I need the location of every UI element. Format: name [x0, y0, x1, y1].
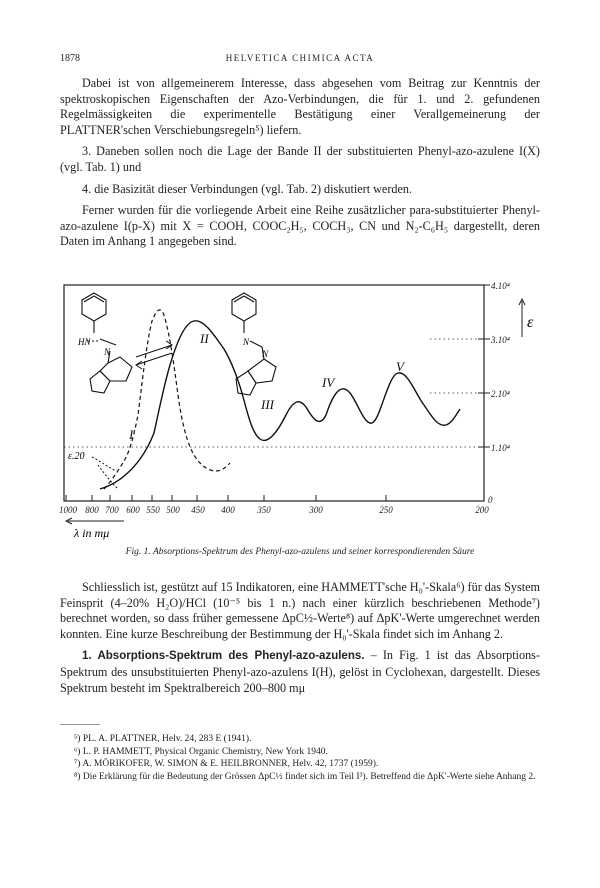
x-axis-ticks: [66, 495, 484, 501]
footnotes: [60, 724, 540, 783]
body-paragraph-2: [60, 648, 540, 696]
section-text: – In Fig. 1 ist das Absorptions-Spektrum des unsubstituierten Phenyl-azo-azulens I(H), gelöst in Cyclohexan, dargestellt. Dieses Spektrum besteht im Spektralbereich 200–800 mμ: [60, 648, 540, 695]
page-header: [0, 50, 600, 68]
molecule-label: HN: [78, 337, 91, 347]
molecule-base-form: [232, 293, 276, 395]
section-title: 1. Absorptions-Spektrum des Phenyl-azo-azulens.: [82, 650, 365, 663]
x-tick-label: 1000: [59, 505, 77, 515]
footnote: ⁵) PL. A. PLATTNER, Helv. 24, 283 E (1941).: [74, 734, 252, 744]
x-tick-label: 550: [146, 505, 160, 515]
y-tick-label: 3.10⁴: [491, 335, 510, 345]
absorption-spectrum-plot: [0, 275, 600, 565]
band-label: V: [396, 359, 404, 374]
x-tick-label: 500: [166, 505, 180, 515]
x-tick-label: 700: [105, 505, 119, 515]
band-label: I: [129, 427, 134, 442]
molecule-label: N: [262, 349, 269, 359]
body-section: [60, 580, 540, 696]
y-tick-label: 1.10⁴: [491, 443, 510, 453]
journal-title: HELVETICA CHIMICA ACTA: [225, 53, 375, 63]
intro-paragraph-4: Ferner wurden für die vorliegende Arbeit eine Reihe zusätzlicher para-substituierter Phenyl-azo-azulene I(p-X) mit X = COOH, COOC₂H₅, COCH₃, CN und N₂-C₆H₅ dargestellt, deren Daten im Anhang 1 angegeben sind.: [60, 203, 540, 249]
band-label: IV: [322, 375, 335, 390]
spectrum-curve-base: [100, 321, 460, 489]
intro-paragraph-2: 3. Daneben sollen noch die Lage der Bande II der substituierten Phenyl-azo-azulene I(X) (vgl. Tab. 1) und: [60, 144, 540, 174]
page-number: 1878: [60, 53, 80, 64]
molecule-label: N: [243, 337, 250, 347]
y-tick-label: 0: [488, 495, 493, 505]
intro-section: [60, 76, 540, 250]
band-label: II: [200, 331, 209, 346]
y-tick-label: 4.10⁴: [491, 281, 510, 291]
intro-paragraph-3: 4. die Basizität dieser Verbindungen (vgl. Tab. 2) diskutiert werden.: [82, 181, 413, 196]
epsilon-symbol: ε: [527, 314, 534, 331]
molecule-label: N: [104, 347, 111, 357]
spectrum-curve-acid: [104, 310, 230, 489]
x-tick-label: 400: [221, 505, 235, 515]
body-paragraph-1: Schliesslich ist, gestützt auf 15 Indikatoren, eine HAMMETT'sche H₀'-Skala⁶) für das System Feinsprit (4–20% H₂O)/HCl (10⁻⁵ bis 1 n.) nach einer kürzlich beschriebenen Methode⁷) berechnet worden, so dass früher gemessene ΔpC½-Werte⁸) auf ΔpK'-Werte umgerechnet werden konnten. Eine kurze Beschreibung der Bestimmung der H₀'-Skala findet sich im Anhang 2.: [60, 580, 540, 641]
footnote: ⁶) L. P. HAMMETT, Physical Organic Chemistry, New York 1940.: [74, 746, 328, 757]
x-tick-label: 250: [379, 505, 393, 515]
x-tick-label: 600: [126, 505, 140, 515]
x-tick-label: 450: [191, 505, 205, 515]
x-tick-label: 800: [85, 505, 99, 515]
x-tick-label: 200: [475, 505, 489, 515]
x-axis-label: λ in mμ: [74, 526, 110, 540]
intro-paragraph-1: Dabei ist von allgemeinerem Interesse, dass abgesehen vom Beitrag zur Kenntnis der spektroskopischen Eigenschaften der Azo-Verbindungen, die für 1. und 2. gefundenen Regelmässigkeiten die experimentelle Bestätigung einer Verallgemeinerung der PLATTNER'schen Verschiebungsregeln⁵) liefern.: [60, 76, 540, 137]
y-tick-label: 2.10⁴: [491, 389, 510, 399]
plot-frame: [64, 285, 484, 501]
scale-label: ε.20: [68, 451, 85, 462]
x-tick-label: 350: [257, 505, 271, 515]
figure-1: [0, 275, 600, 565]
band-label: III: [261, 397, 274, 412]
figure-caption: Fig. 1. Absorptions-Spektrum des Phenyl-azo-azulens und seiner korrespondierenden Säure: [125, 547, 475, 557]
x-tick-label: 300: [309, 505, 323, 515]
footnote: ⁸) Die Erklärung für die Bedeutung der Grössen ΔpC½ findet sich im Teil I³). Betreffend die ΔpK'-Werte siehe Anhang 2.: [74, 771, 536, 782]
footnote: ⁷) A. MÖRIKOFER, W. SIMON & E. HEILBRONNER, Helv. 42, 1737 (1959).: [74, 759, 379, 769]
